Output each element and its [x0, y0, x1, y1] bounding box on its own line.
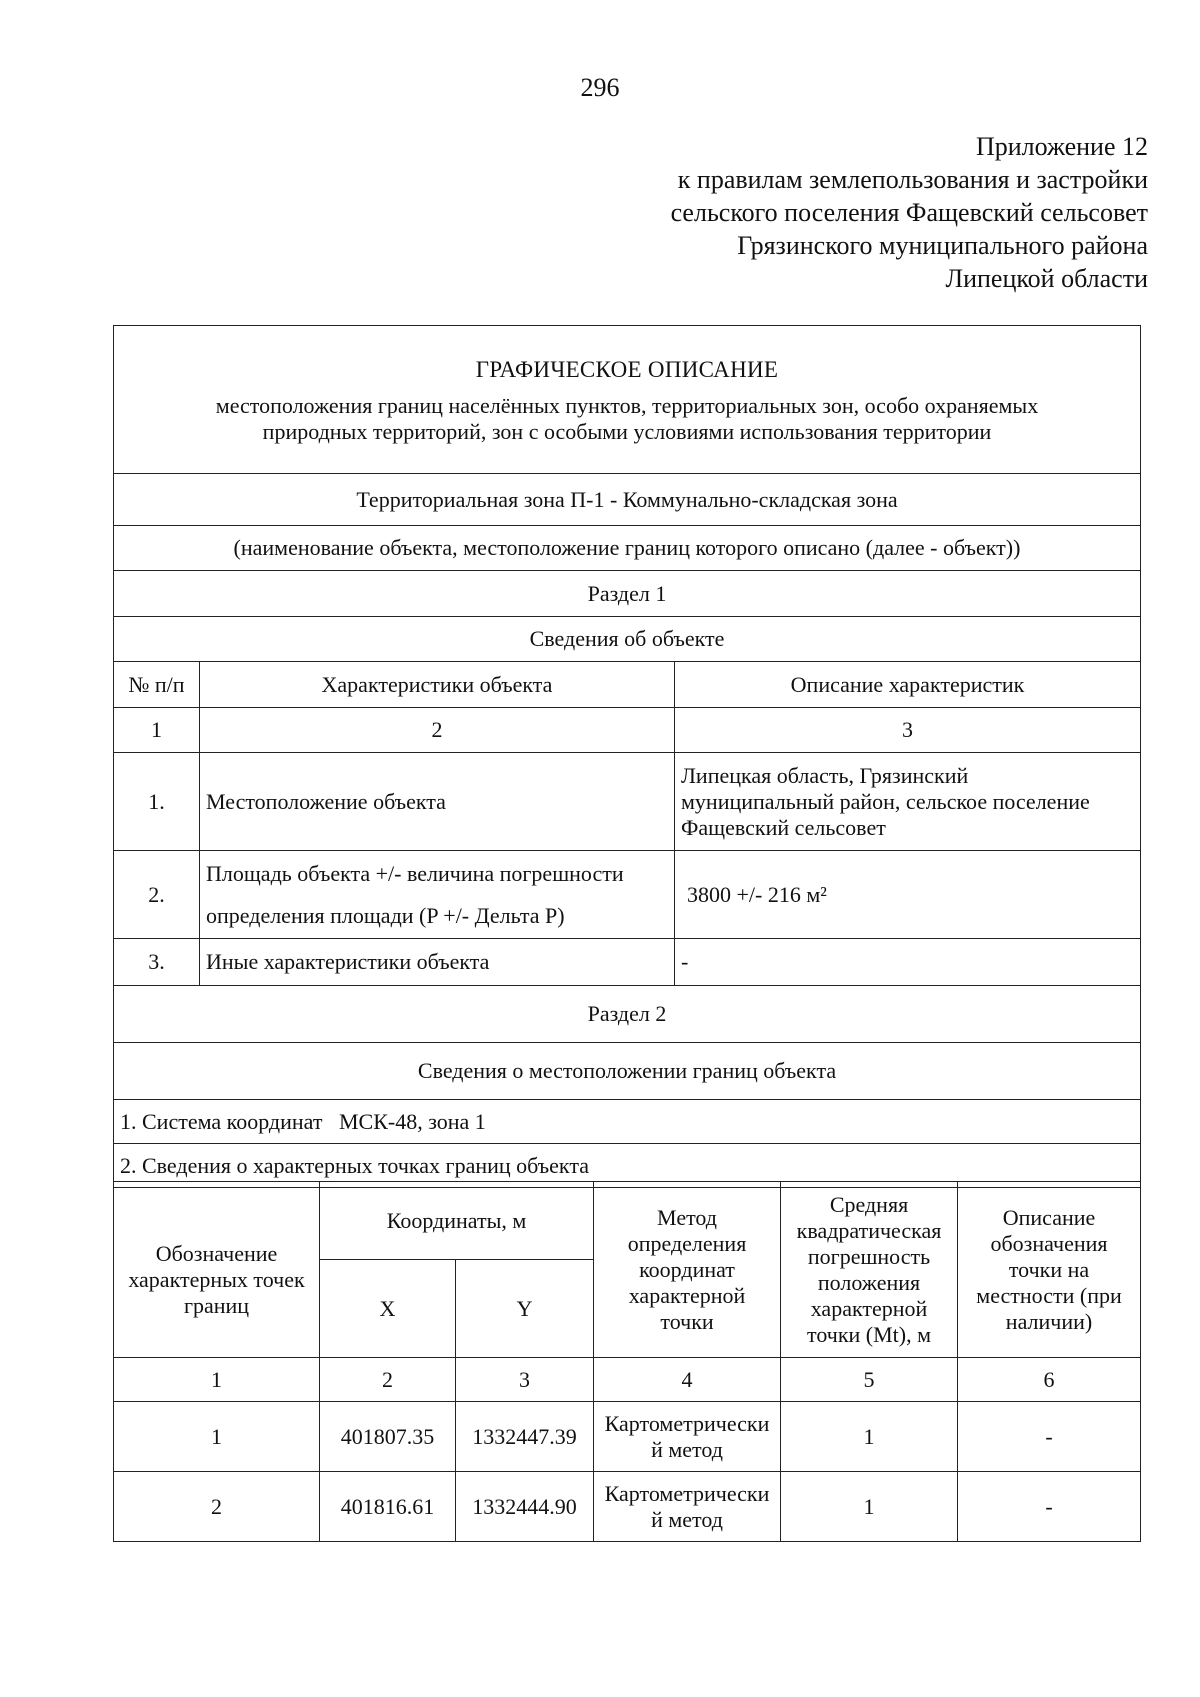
column-number: 2: [200, 708, 675, 753]
point-x: 401816.61: [320, 1472, 456, 1542]
header-line: характерной: [810, 1295, 928, 1321]
header-line: наличии): [1005, 1308, 1093, 1334]
header-line: определения: [627, 1230, 747, 1256]
point-y: 1332447.39: [456, 1402, 594, 1472]
point-method: [594, 1402, 781, 1472]
point-error: 1: [781, 1402, 958, 1472]
appendix-note: [448, 130, 1148, 295]
column-header-method: [594, 1182, 781, 1358]
column-number: 3: [675, 708, 1141, 753]
column-number: 1: [114, 708, 200, 753]
header-line: границ: [183, 1292, 250, 1318]
header-line: точки: [660, 1308, 714, 1334]
column-number: 6: [958, 1358, 1141, 1402]
column-number: 3: [456, 1358, 594, 1402]
characteristic-other: Иные характеристики объекта: [200, 939, 675, 986]
header-line: Обозначение: [155, 1240, 278, 1266]
column-header-error: [781, 1182, 958, 1358]
column-number: 2: [320, 1358, 456, 1402]
column-number: 1: [114, 1358, 320, 1402]
page-number: 296: [580, 73, 620, 102]
object-name: Территориальная зона П-1 - Коммунально-складская зона: [114, 474, 1141, 526]
coordinate-system-label: 1. Система координат: [120, 1108, 323, 1134]
characteristic-line: определения площади (P +/- Дельта P): [206, 902, 565, 928]
appendix-line: Грязинского муниципального района: [737, 231, 1148, 260]
row-number: 3.: [114, 939, 200, 986]
coordinate-system-value: МСК-48, зона 1: [338, 1108, 486, 1134]
characteristic-line: Площадь объекта +/- величина погрешности: [206, 860, 624, 886]
header-line: Метод: [657, 1204, 717, 1230]
description-location: [675, 753, 1141, 851]
coordinate-system: [114, 1100, 1141, 1144]
description-line: муниципальный район, сельское поселение: [681, 788, 1090, 814]
description-line: Фащевский сельсовет: [681, 814, 886, 840]
section1-title: Раздел 1: [114, 571, 1141, 617]
row-number: 1.: [114, 753, 200, 851]
point-id: 2: [114, 1472, 320, 1542]
header-line: Средняя: [829, 1191, 909, 1217]
point-description: -: [958, 1472, 1141, 1542]
object-name-caption: (наименование объекта, местоположение границ которого описано (далее - объект)): [114, 526, 1141, 571]
header-line: квадратическая: [796, 1217, 942, 1243]
column-header-description: Описание характеристик: [675, 662, 1141, 708]
method-line: Картометрически: [604, 1410, 770, 1436]
method-line: Картометрически: [604, 1480, 770, 1506]
header-line: положения: [817, 1269, 921, 1295]
point-y: 1332444.90: [456, 1472, 594, 1542]
column-header-y: Y: [456, 1260, 594, 1358]
point-error: 1: [781, 1472, 958, 1542]
point-method: [594, 1472, 781, 1542]
column-header-number: № п/п: [114, 662, 200, 708]
column-number: 5: [781, 1358, 958, 1402]
point-x: 401807.35: [320, 1402, 456, 1472]
appendix-line: Приложение 12: [975, 132, 1148, 161]
header-line: местности (при: [976, 1282, 1122, 1308]
column-number: 4: [594, 1358, 781, 1402]
document-subtitle-line: природных территорий, зон с особыми условиями использования территории: [262, 418, 992, 444]
section1-table: [113, 325, 1141, 1188]
characteristic-location: Местоположение объекта: [200, 753, 675, 851]
header-line: точки (Mt), м: [807, 1321, 932, 1347]
method-line: й метод: [651, 1506, 723, 1532]
column-header-point-description: [958, 1182, 1141, 1358]
header-line: характерных точек: [128, 1266, 305, 1292]
section2-subtitle: Сведения о местоположении границ объекта: [114, 1043, 1141, 1100]
column-header-coordinates: Координаты, м: [320, 1182, 594, 1260]
description-area: 3800 +/- 216 м²: [675, 851, 1141, 939]
column-header-designation: [114, 1182, 320, 1358]
method-line: й метод: [651, 1436, 723, 1462]
appendix-line: сельского поселения Фащевский сельсовет: [670, 198, 1148, 227]
column-header-characteristic: Характеристики объекта: [200, 662, 675, 708]
appendix-line: к правилам землепользования и застройки: [677, 165, 1148, 194]
description-other: -: [675, 939, 1141, 986]
section1-subtitle: Сведения об объекте: [114, 617, 1141, 662]
point-id: 1: [114, 1402, 320, 1472]
row-number: 2.: [114, 851, 200, 939]
point-description: -: [958, 1402, 1141, 1472]
points-heading: 2. Сведения о характерных точках границ объекта: [114, 1144, 1141, 1188]
document-title-block: [114, 326, 1141, 474]
column-header-x: X: [320, 1260, 456, 1358]
description-line: Липецкая область, Грязинский: [681, 762, 969, 788]
header-line: характерной: [628, 1282, 746, 1308]
appendix-line: Липецкой области: [945, 264, 1148, 293]
header-line: точки на: [1008, 1256, 1090, 1282]
header-line: погрешность: [807, 1243, 931, 1269]
header-line: координат: [639, 1256, 735, 1282]
section2-title: Раздел 2: [114, 986, 1141, 1043]
boundary-points-table: [113, 1181, 1141, 1542]
document-subtitle-line: местоположения границ населённых пунктов, территориальных зон, особо охраняемых: [215, 392, 1039, 418]
header-line: обозначения: [990, 1230, 1108, 1256]
header-line: Описание: [1002, 1204, 1096, 1230]
document-title: ГРАФИЧЕСКОЕ ОПИСАНИЕ: [475, 356, 779, 382]
characteristic-area: [200, 851, 675, 939]
